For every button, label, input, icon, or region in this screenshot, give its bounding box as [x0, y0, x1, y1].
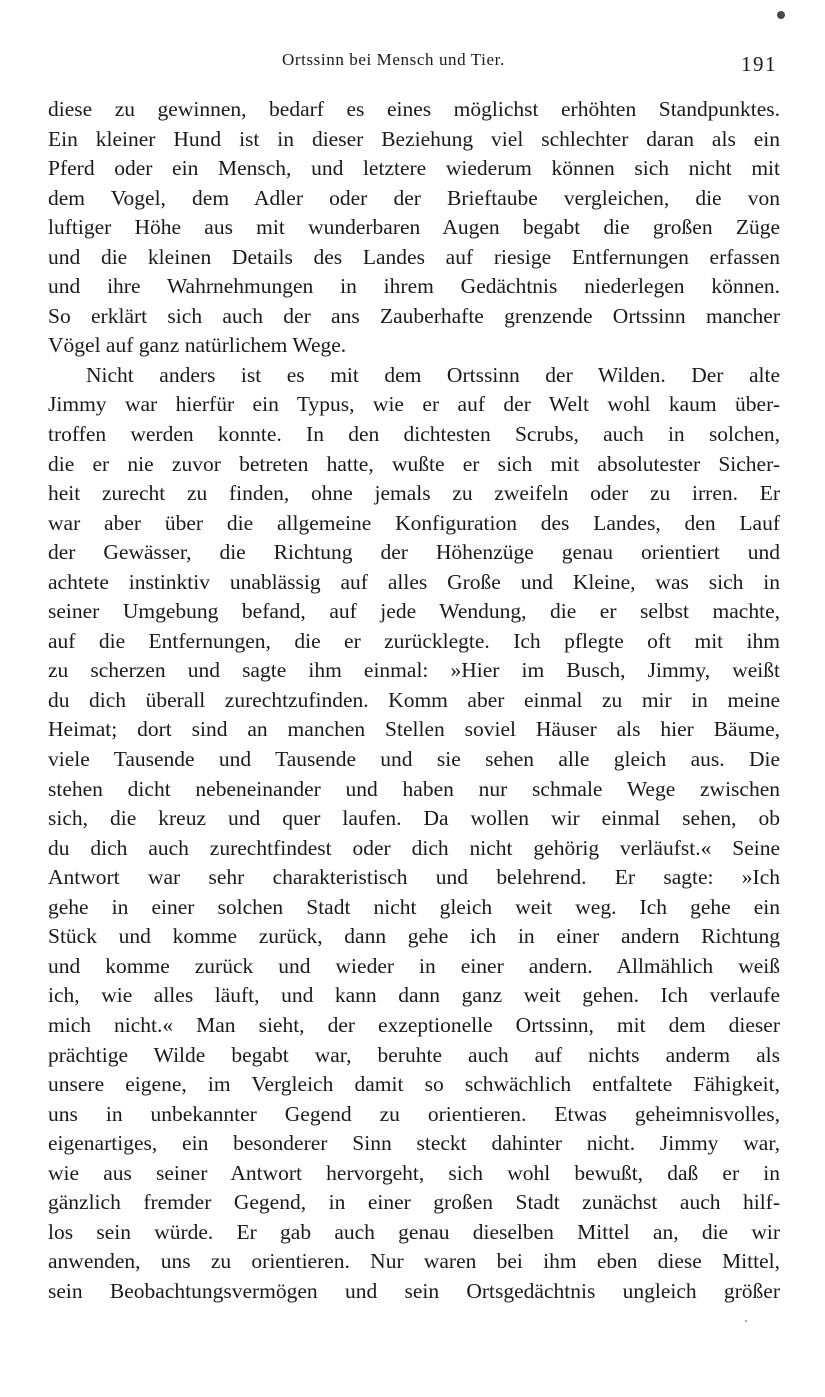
text-line: gehe in einer solchen Stadt nicht gleich weit weg. Ich gehe ein — [48, 894, 780, 919]
text-line: sich, die kreuz und quer laufen. Da wollen wir einmal sehen, ob — [48, 806, 780, 831]
text-line: Pferd oder ein Mensch, und letztere wiederum können sich nicht mit — [48, 156, 780, 181]
text-line: Ein kleiner Hund ist in dieser Beziehung viel schlechter daran als ein — [48, 126, 780, 151]
text-line: dem Vogel, dem Adler oder der Brieftaube vergleichen, die von — [48, 185, 780, 210]
paragraph-end-line: Vögel auf ganz natürlichem Wege. — [48, 333, 347, 358]
text-line: mich nicht.« Man sieht, der exzeptionelle Ortssinn, mit dem dieser — [48, 1012, 780, 1037]
text-line: Jimmy war hierfür ein Typus, wie er auf der Welt wohl kaum über- — [48, 392, 780, 417]
text-line: unsere eigene, im Vergleich damit so schwächlich entfaltete Fähigkeit, — [48, 1072, 780, 1097]
text-line: gänzlich fremder Gegend, in einer großen Stadt zunächst auch hilf- — [48, 1190, 780, 1215]
text-line: war aber über die allgemeine Konfiguration des Landes, den Lauf — [48, 510, 780, 535]
text-line: und die kleinen Details des Landes auf riesige Entfernungen erfassen — [48, 244, 780, 269]
text-line: Stück und komme zurück, dann gehe ich in einer andern Richtung — [48, 924, 780, 949]
running-title: Ortssinn bei Mensch und Tier. — [282, 50, 505, 69]
text-line: auf die Entfernungen, die er zurücklegte. Ich pflegte oft mit ihm — [48, 628, 780, 653]
page-header — [0, 50, 825, 76]
text-line: der Gewässer, die Richtung der Höhenzüge genau orientiert und — [48, 540, 780, 565]
text-line: Heimat; dort sind an manchen Stellen soviel Häuser als hier Bäume, — [48, 717, 780, 742]
text-line: und komme zurück und wieder in einer andern. Allmählich weiß — [48, 953, 780, 978]
text-line: viele Tausende und Tausende und sie sehen alle gleich aus. Die — [48, 747, 780, 772]
text-line: eigenartiges, ein besonderer Sinn steckt dahinter nicht. Jimmy war, — [48, 1131, 780, 1156]
text-line: seiner Umgebung befand, auf jede Wendung, die er selbst machte, — [48, 599, 780, 624]
text-line: die er nie zuvor betreten hatte, wußte er sich mit absolutester Sicher- — [48, 451, 780, 476]
text-line: heit zurecht zu finden, ohne jemals zu zweifeln oder zu irren. Er — [48, 481, 780, 506]
text-line: diese zu gewinnen, bedarf es eines möglichst erhöhten Standpunktes. — [48, 97, 780, 121]
text-line: du dich überall zurechtzufinden. Komm aber einmal zu mir in meine — [48, 687, 780, 712]
text-line: prächtige Wilde begabt war, beruhte auch auf nichts anderm als — [48, 1042, 780, 1067]
text-line: uns in unbekannter Gegend zu orientieren. Etwas geheimnisvolles, — [48, 1101, 780, 1126]
text-line: stehen dicht nebeneinander und haben nur schmale Wege zwischen — [48, 776, 780, 801]
paragraph-first-line: Nicht anders ist es mit dem Ortssinn der Wilden. Der alte — [86, 362, 780, 387]
page-number: 191 — [741, 52, 777, 76]
text-line: troffen werden konnte. In den dichtesten Scrubs, auch in solchen, — [48, 422, 780, 447]
stray-mark — [745, 1320, 747, 1322]
text-line: zu scherzen und sagte ihm einmal: »Hier im Busch, Jimmy, weißt — [48, 658, 780, 683]
text-line: Antwort war sehr charakteristisch und belehrend. Er sagte: »Ich — [48, 865, 780, 890]
text-line: los sein würde. Er gab auch genau dieselben Mittel an, die wir — [48, 1219, 780, 1244]
text-line: achtete instinktiv unablässig auf alles Große und Kleine, was sich in — [48, 569, 780, 594]
text-line: So erklärt sich auch der ans Zauberhafte grenzende Ortssinn mancher — [48, 303, 780, 328]
text-line: du dich auch zurechtfindest oder dich nicht gehörig verläufst.« Seine — [48, 835, 780, 860]
ink-dot — [777, 11, 785, 19]
text-line: ich, wie alles läuft, und kann dann ganz weit gehen. Ich verlaufe — [48, 983, 780, 1008]
text-line: sein Beobachtungsvermögen und sein Ortsgedächtnis ungleich größer — [48, 1278, 780, 1303]
body-text — [48, 95, 780, 1306]
text-line: und ihre Wahrnehmungen in ihrem Gedächtnis niederlegen können. — [48, 274, 780, 299]
text-line: wie aus seiner Antwort hervorgeht, sich wohl bewußt, daß er in — [48, 1160, 780, 1185]
text-line: anwenden, uns zu orientieren. Nur waren bei ihm eben diese Mittel, — [48, 1249, 780, 1274]
text-line: luftiger Höhe aus mit wunderbaren Augen begabt die großen Züge — [48, 215, 780, 240]
